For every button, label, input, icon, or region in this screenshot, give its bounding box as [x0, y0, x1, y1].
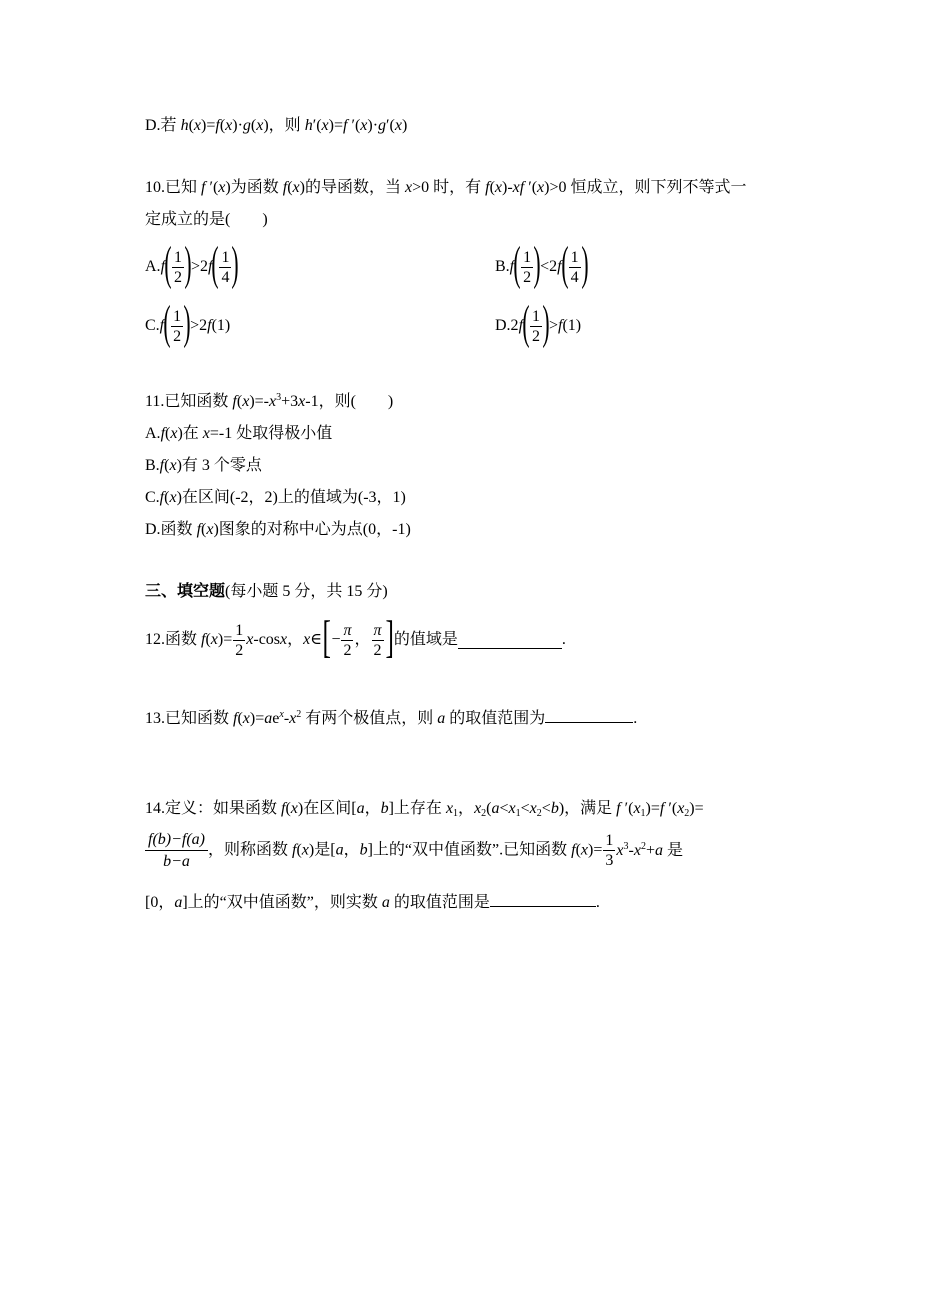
section3-title: 三、填空题 [145, 583, 226, 600]
q14-coef-den: 3 [605, 852, 614, 869]
q10-option-a: A.f( $\frac{1}{2}$ )>2f( $\frac{1}{4}$ ) [145, 237, 240, 290]
q11-option-b: B.f(x)有 3 个零点 [145, 457, 262, 474]
q14-line1: 14.定义：如果函数 f(x)在区间[a，b]上存在 $x_1$，$x_2(a<x_1<x_2<b)$，满足 f $'(x_1)=f$ $'(x_2)=$ [145, 800, 704, 819]
q12-answer-blank[interactable] [458, 632, 562, 649]
q10-stem-line1: 10.已知 f ′(x)为函数 f(x)的导函数，当 x>0 时，有 f(x)-xf ′(x)>0 恒成立，则下列不等式一 [145, 179, 747, 196]
q12-prefix: 12.函数 [145, 631, 198, 648]
q12-suffix: 的值域是 [393, 631, 458, 648]
q9-option-d: D.若 h(x)=f(x)·g(x)，则 h′(x)=f ′(x)·g′(x) [145, 117, 408, 134]
q10-stem-line2: 定成立的是( ) [145, 211, 268, 228]
q14-answer-blank[interactable] [490, 890, 596, 907]
q10-option-d: D.2f( $\frac{1}{2}$ )>f(1) [495, 296, 582, 349]
section3-heading [145, 582, 388, 602]
q14-line3: [0，a]上的“双中值函数”，则实数 a 的取值范围是 . [145, 890, 600, 913]
q14-line2: $\frac{f(b)-f(a)}{b-a}$ ，则称函数 f(x)是[a，b]上的“双中值函数”.已知函数 f(x)= $\frac{1}{3}$ $x^3-x^2+a$ 是 [145, 829, 683, 877]
q13-line: 13.已知函数 $f(x)=ae^x-x^2$ 有两个极值点，则 a 的取值范围为 . [145, 706, 637, 729]
q14-coef-num: 1 [605, 832, 614, 849]
q14-frac-num: f(b)−f(a) [145, 829, 208, 851]
q11-option-c: C.f(x)在区间(-2，2)上的值域为(-3，1) [145, 489, 406, 506]
q13-end: . [633, 710, 638, 727]
q10-option-c: C.f( $\frac{1}{2}$ )>2f(1) [145, 296, 231, 349]
q13-answer-blank[interactable] [545, 706, 633, 723]
q12-line: 12.函数 f(x)= $\frac{1}{2}$ x-cosx，x∈[− $\frac{\pi}{2}$ ， $\frac{\pi}{2}$ ]的值域是 . [145, 611, 566, 662]
section3-note: (每小题 5 分，共 15 分) [225, 583, 388, 600]
q11-option-d: D.函数 f(x)图象的对称中心为点(0，-1) [145, 521, 411, 538]
q14-frac-den: b−a [163, 853, 190, 870]
q14-end: . [595, 894, 600, 911]
q12-frac-num: 1 [235, 621, 244, 639]
q11-stem: 11.已知函数 $f(x)=-x^3+3x-1$，则( ) [145, 392, 394, 410]
q9d-label: D.若 [145, 117, 177, 134]
q11-option-a: A.f(x)在 x=-1 处取得极小值 [145, 425, 333, 442]
q12-frac-den: 2 [235, 641, 244, 659]
q10-option-b: B.f( $\frac{1}{2}$ )<2f( $\frac{1}{4}$ ) [495, 237, 589, 290]
q12-end: . [561, 631, 566, 648]
